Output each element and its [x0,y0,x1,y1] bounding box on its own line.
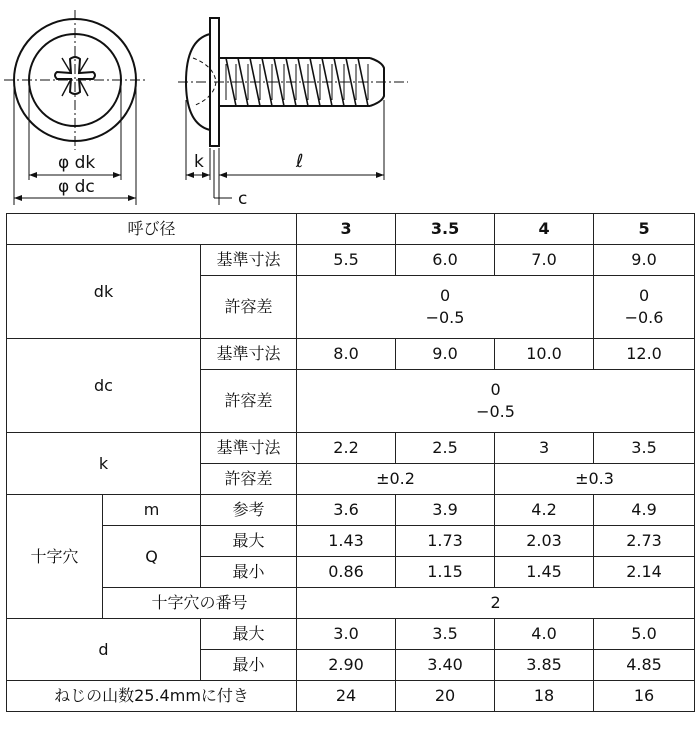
side-view [178,18,408,205]
tolerance-lower: −0.6 [624,308,664,327]
cross-recess-row-label: 十字穴 [7,495,103,619]
table-cell: 4.85 [594,650,695,681]
table-cell: 4.2 [495,495,594,526]
table-cell: 24 [297,681,396,712]
table-cell: 2.14 [594,557,695,588]
table-cell: 2.73 [594,526,695,557]
min-label: 最小 [201,650,297,681]
table-cell: 2.2 [297,433,396,464]
q-label: Q [103,526,201,588]
threads-per-inch-label: ねじの山数25.4mmに付き [7,681,297,712]
table-cell: 3.9 [396,495,495,526]
table-cell: 3.0 [297,619,396,650]
table-cell: 6.0 [396,245,495,276]
dc-row-label: dc [7,339,201,433]
table-cell: 2.5 [396,433,495,464]
table-cell: 3.85 [495,650,594,681]
table-cell: 18 [495,681,594,712]
size-header-cell: 5 [594,214,695,245]
tolerance-upper: 0 [439,286,451,305]
tolerance-label: 許容差 [201,464,297,495]
tolerance-lower: −0.5 [476,402,515,421]
table-cell: 4.9 [594,495,695,526]
basic-dim-label: 基準寸法 [201,245,297,276]
table-cell: 8.0 [297,339,396,370]
tolerance-upper: 0 [490,380,501,399]
table-row [7,588,695,619]
table-row [7,433,695,464]
k-label: k [194,152,204,172]
table-cell: 7.0 [495,245,594,276]
c-label: c [238,189,248,209]
min-label: 最小 [201,557,297,588]
reference-label: 参考 [201,495,297,526]
table-cell: 3.5 [594,433,695,464]
size-header-cell: 3.5 [396,214,495,245]
table-cell: ±0.2 [297,464,495,495]
d-row-label: d [7,619,201,681]
table-cell: 16 [594,681,695,712]
table-cell: 1.73 [396,526,495,557]
table-cell: 4.0 [495,619,594,650]
header-row [7,214,695,245]
table-cell [297,370,695,433]
table-cell: 9.0 [396,339,495,370]
table-cell: 1.15 [396,557,495,588]
table-row [7,339,695,370]
tolerance-lower: −0.5 [425,308,465,327]
table-cell [594,276,695,339]
table-cell: 3.40 [396,650,495,681]
table-cell: 3 [495,433,594,464]
table-cell: 10.0 [495,339,594,370]
table-cell: 2.03 [495,526,594,557]
table-cell: 2.90 [297,650,396,681]
table-cell [297,276,594,339]
table-row [7,526,695,557]
table-row [7,681,695,712]
size-header-cell: 4 [495,214,594,245]
table-cell: 2 [297,588,695,619]
tolerance-upper: 0 [638,286,650,305]
size-header-label: 呼び径 [7,214,297,245]
max-label: 最大 [201,619,297,650]
m-label: m [103,495,201,526]
table-cell: ±0.3 [495,464,695,495]
top-view [4,10,146,205]
spec-table [6,213,695,712]
table-cell: 5.5 [297,245,396,276]
table-cell: 5.0 [594,619,695,650]
table-cell: 20 [396,681,495,712]
table-row [7,245,695,276]
screw-technical-drawing [0,0,700,213]
recess-number-label: 十字穴の番号 [103,588,297,619]
table-cell: 1.45 [495,557,594,588]
table-cell: 0.86 [297,557,396,588]
k-row-label: k [7,433,201,495]
basic-dim-label: 基準寸法 [201,433,297,464]
table-cell: 12.0 [594,339,695,370]
table-row [7,619,695,650]
dc-label: φ dc [58,177,95,197]
size-header-cell: 3 [297,214,396,245]
table-row [7,495,695,526]
dk-row-label: dk [7,245,201,339]
basic-dim-label: 基準寸法 [201,339,297,370]
tolerance-label: 許容差 [201,276,297,339]
table-cell: 1.43 [297,526,396,557]
l-label: ℓ [296,151,304,172]
max-label: 最大 [201,526,297,557]
tolerance-label: 許容差 [201,370,297,433]
table-cell: 9.0 [594,245,695,276]
table-cell: 3.5 [396,619,495,650]
table-cell: 3.6 [297,495,396,526]
dk-label: φ dk [58,153,96,173]
